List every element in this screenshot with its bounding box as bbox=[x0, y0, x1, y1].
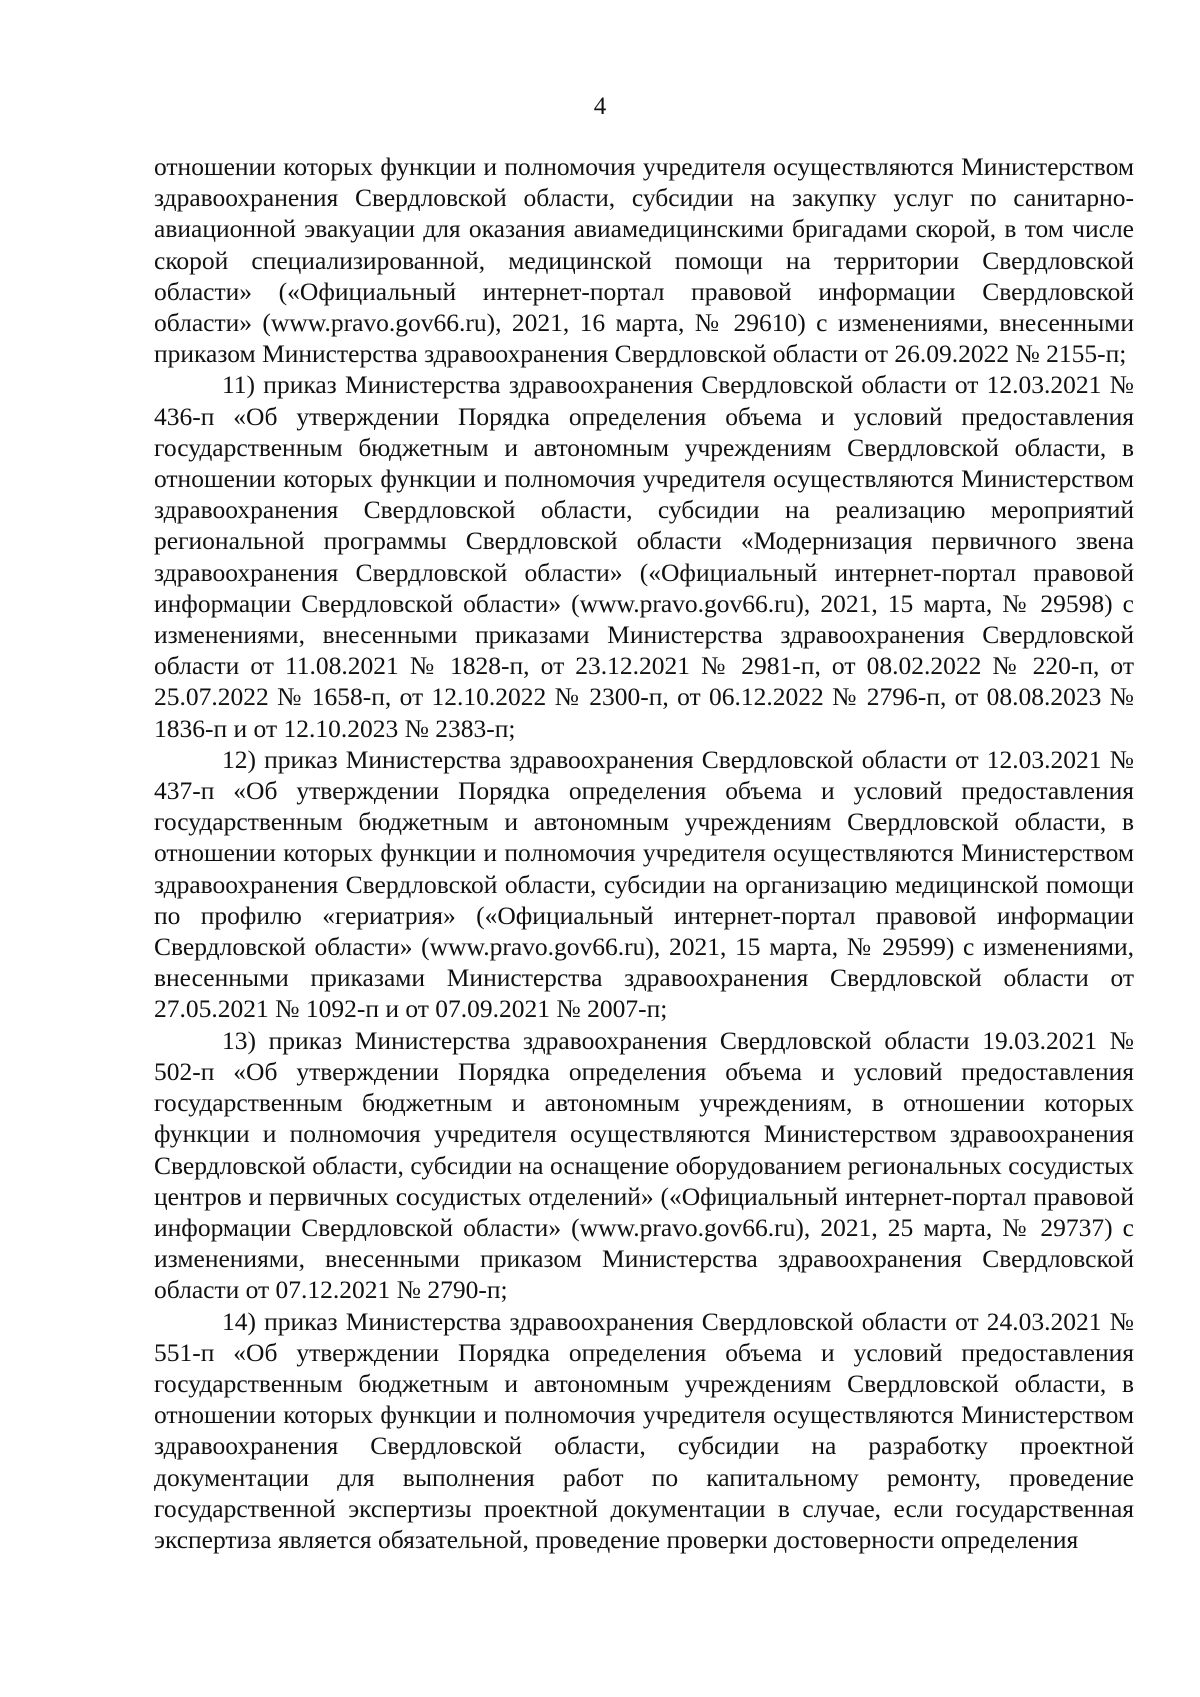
paragraph-item-14: 14) приказ Министерства здравоохранения Свердловской области от 24.03.2021 № 551-п «Об утверждении Порядка определения объема и условий предоставления государственным бюджетным и автономным учреждениям Свердловской области, в отношении которых функции и полномочия учредителя осуществляются Министерством здравоохранения Свердловской области, субсидии на разработку проектной документации для выполнения работ по капитальному ремонту, проведение государственной экспертизы проектной документации в случае, если государственная экспертиза является обязательной, проведение проверки достоверности определения bbox=[154, 1306, 1134, 1554]
page-number: 4 bbox=[593, 93, 607, 120]
paragraph-item-13: 13) приказ Министерства здравоохранения Свердловской области 19.03.2021 № 502-п «Об утверждении Порядка определения объема и условий предоставления государственным бюджетным и автономным учреждениям, в отношении которых функции и полномочия учредителя осуществляются Министерством здравоохранения Свердловской области, субсидии на оснащение оборудованием региональных сосудистых центров и первичных сосудистых отделений» («Официальный интернет-портал правовой информации Свердловской области» (www.pravo.gov66.ru), 2021, 25 марта, № 29737) с изменениями, внесенными приказом Министерства здравоохранения Свердловской области от 07.12.2021 № 2790-п; bbox=[154, 1025, 1134, 1305]
paragraph-item-12: 12) приказ Министерства здравоохранения Свердловской области от 12.03.2021 № 437-п «Об утверждении Порядка определения объема и условий предоставления государственным бюджетным и автономным учреждениям Свердловской области, в отношении которых функции и полномочия учредителя осуществляются Министерством здравоохранения Свердловской области, субсидии на организацию медицинской помощи по профилю «гериатрия» («Официальный интернет-портал правовой информации Свердловской области» (www.pravo.gov66.ru), 2021, 15 марта, № 29599) с изменениями, внесенными приказами Министерства здравоохранения Свердловской области от 27.05.2021 № 1092-п и от 07.09.2021 № 2007-п; bbox=[154, 744, 1134, 1024]
paragraph-continuation: отношении которых функции и полномочия учредителя осуществляются Министерством здравоохранения Свердловской области, субсидии на закупку услуг по санитарно-авиационной эвакуации для оказания авиамедицинскими бригадами скорой, в том числе скорой специализированной, медицинской помощи на территории Свердловской области» («Официальный интернет-портал правовой информации Свердловской области» (www.pravo.gov66.ru), 2021, 16 марта, № 29610) с изменениями, внесенными приказом Министерства здравоохранения Свердловской области от 26.09.2022 № 2155-п; bbox=[154, 152, 1134, 369]
paragraph-item-11: 11) приказ Министерства здравоохранения Свердловской области от 12.03.2021 № 436-п «Об утверждении Порядка определения объема и условий предоставления государственным бюджетным и автономным учреждениям Свердловской области, в отношении которых функции и полномочия учредителя осуществляются Министерством здравоохранения Свердловской области, субсидии на реализацию мероприятий региональной программы Свердловской области «Модернизация первичного звена здравоохранения Свердловской области» («Официальный интернет-портал правовой информации Свердловской области» (www.pravo.gov66.ru), 2021, 15 марта, № 29598) с изменениями, внесенными приказами Министерства здравоохранения Свердловской области от 11.08.2021 № 1828-п, от 23.12.2021 № 2981-п, от 08.02.2022 № 220-п, от 25.07.2022 № 1658-п, от 12.10.2022 № 2300-п, от 06.12.2022 № 2796-п, от 08.08.2023 № 1836-п и от 12.10.2023 № 2383-п; bbox=[154, 370, 1134, 743]
document-body bbox=[154, 151, 1134, 1555]
